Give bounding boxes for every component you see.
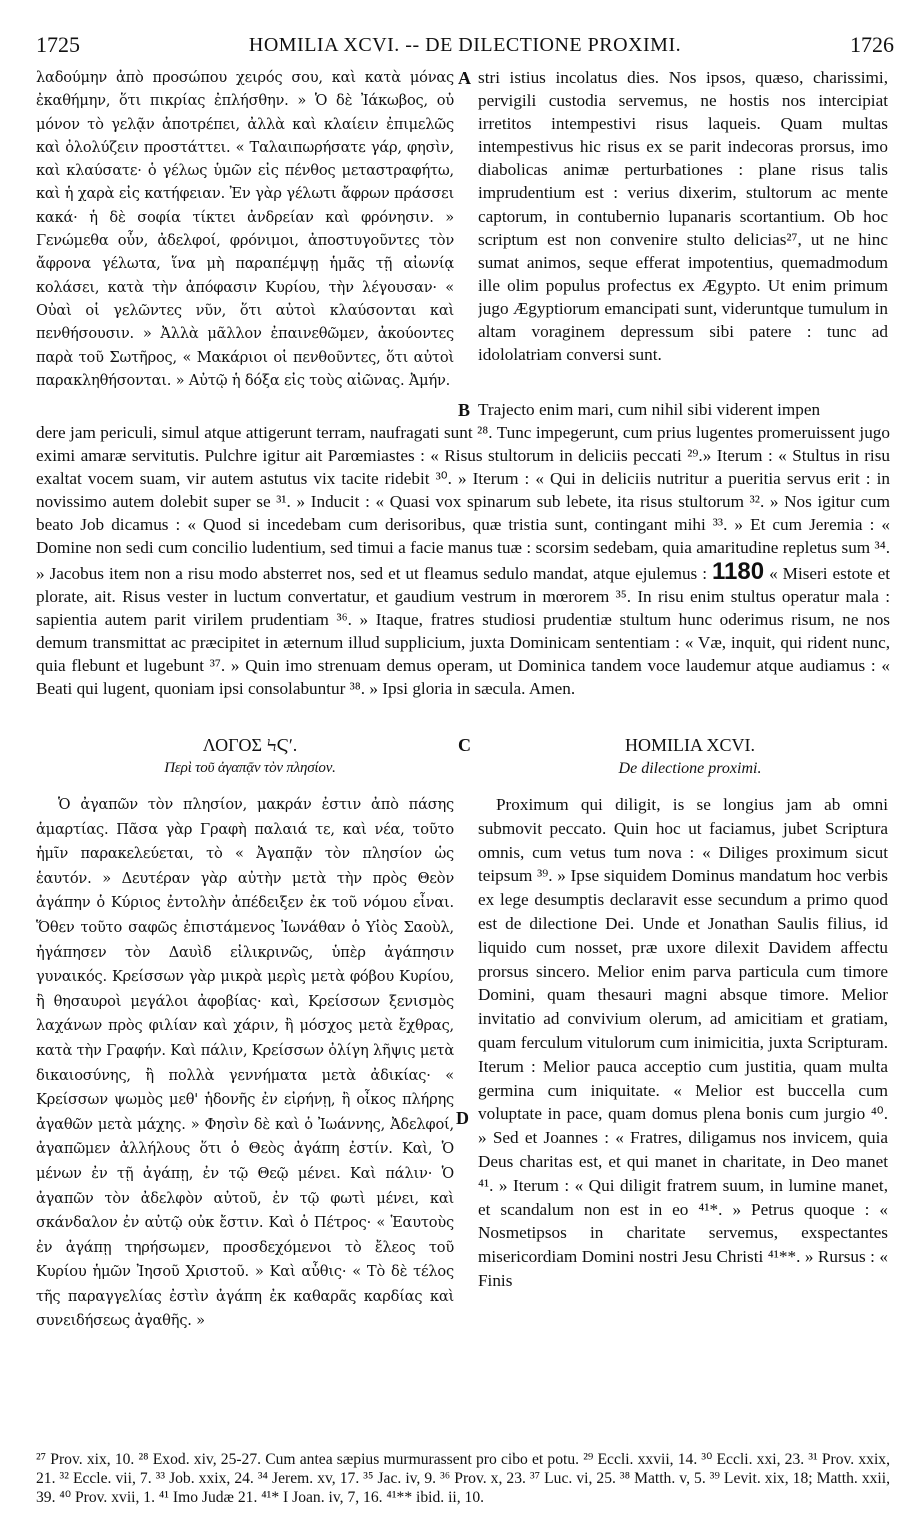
left-page-number: 1725 <box>36 32 80 57</box>
margin-marker-d: D <box>456 1108 469 1128</box>
greek-homily-heading: ΛΟΓΟΣ ϞϚʹ. <box>202 735 298 755</box>
margin-marker-b: B <box>458 400 471 420</box>
latin-column-bottom <box>478 793 888 1441</box>
greek-text-bottom: Ὁ ἀγαπῶν τὸν πλησίον, μακράν ἐστιν ἀπὸ πάσης ἁμαρτίας. Πᾶσα γὰρ Γραφὴ παλαιά τε, καὶ νέα, τοῦτο ἡμῖν παρακελεύεται, τὸ « Ἀγαπᾷν τὸν πλησίον ὡς ἑαυτόν. » Δευτέραν γὰρ αὐτὴν μετὰ τὴν πρὸς Θεὸν ἀγάπην ὁ Κύριος ἐντολὴν ἀπέδειξεν ἐκ τοῦ νόμου εἶναι. Ὅθεν τοῦτο σαφῶς ἐπιστάμενος Ἰωνάθαν ὁ Υἱὸς Σαοὺλ, ἠγάπησεν τὸν Δαυὶδ εἰλικρινῶς, ὑπὲρ ἀγάπησιν γυναικός. Κρείσσων γὰρ μικρὰ μερὶς μετὰ φόβου Κυρίου, ἢ θησαυροὶ μεγάλοι ἀφοβίας· καὶ, Κρείσσων ξενισμὸς λαχάνων πρὸς φιλίαν καὶ χάριν, ἢ μόσχος μετὰ ἔχθρας, κατὰ τὴν Γραφήν. Καὶ πάλιν, Κρείσσων ὀλίγη λῆψις μετὰ δικαιοσύνης, ἢ πολλὰ γεννήματα μετὰ ἀδικίας· « Κρείσσων ψωμὸς μεθ' ἡδονῆς ἐν εἰρήνῃ, ἢ οἶκος πλήρης ἀγαθῶν μετὰ μάχης. » Φησὶν δὲ καὶ ὁ Ἰωάννης, Ἀδελφοί, ἀγαπῶμεν ἀλλήλους ὅτι ὁ Θεὸς ἀγάπη ἐστίν. Καὶ, Ὁ μένων ἐν τῇ ἀγάπῃ, ἐν τῷ Θεῷ μένει. Καὶ πάλιν· Ὁ ἀγαπῶν τὸν ἀδελφὸν αὐτοῦ, ἐν τῷ φωτὶ μένει, καὶ σκάνδαλον ἐν αὐτῷ οὐκ ἔστιν. Καὶ ὁ Πέτρος· « Ἑαυτοὺς ἐν ἀγάπῃ τηρήσωμεν, προσδεχόμενοι τὸ ἔλεος τοῦ Κυρίου ἡμῶν Ἰησοῦ Χριστοῦ. » Καὶ αὖθις· « Τὸ δὲ τέλος τῆς παραγγελίας ἐστὶν ἀγάπη ἐκ καθαρᾶς καρδίας καὶ συνειδήσεως ἀγαθῆς. » <box>36 796 454 1330</box>
latin-homily-subheading: De dilectione proximi. <box>618 760 762 777</box>
margin-marker-a: A <box>458 68 471 88</box>
footnotes <box>36 1450 890 1507</box>
greek-text-top: λαδούμην ἀπὸ προσώπου χειρός σου, καὶ κατὰ μόνας ἐκαθήμην, ὅτι πικρίας ἐπλήσθην. » Ὁ δὲ Ἰάκωβος, οὐ μόνον τὸ γελᾷν ἀποτρέπει, ἀλλὰ καὶ κλαίειν ἐπιμελῶς καὶ ὀλολύζειν προστάττει. « Ταλαιπωρήσατε γάρ, φησὶν, καὶ κλαύσατε· ὁ γέλως ὑμῶν εἰς πένθος μεταστραφήτω, καὶ ἡ χαρὰ εἰς κατήφειαν. Ἐν γὰρ γέλωτι ἄφρων πράσσει κακά· ἡ δὲ σοφία τίκτει ἀνδρείαν καὶ φρόνησιν. » Γενώμεθα οὖν, ἀδελφοί, φρόνιμοι, ἀποστυγοῦντες τὸν ἄφρονα γέλωτα, ἵνα μὴ παραπέμψῃ ἡμᾶς τῇ αἰωνίᾳ κολάσει, κατὰ τὴν ἀπόφασιν Κυρίου, τὴν λέγουσαν· « Οὐαὶ οἱ γελῶντες νῦν, ὅτι αὐτοὶ κλαύσονται καὶ πενθήσουσιν. » Ἀλλὰ μᾶλλον ἐπαινεθῶμεν, ἀκούοντες παρὰ τοῦ Σωτῆρος, « Μακάριοι οἱ πενθοῦντες, ὅτι αὐτοὶ παρακληθήσονται. » Αὐτῷ ἡ δόξα εἰς τοὺς αἰῶνας. Ἀμήν. <box>36 69 454 389</box>
running-header <box>36 32 894 60</box>
greek-column-top <box>36 66 454 418</box>
greek-column-bottom <box>36 793 454 1441</box>
latin-line-b <box>478 398 888 422</box>
latin-column-top <box>478 66 888 396</box>
full-width-text <box>36 421 890 700</box>
full-text-1: dere jam periculi, simul atque attigerunt terram, naufragati sunt ²⁸. Tunc impegerunt, cum prius lugentes promeruissent jugo eximi amaræ servitutis. Pulchre igitur ait Parœmiastes : « Risus stultorum in deliciis peccati ²⁹.» Iterum : « Stultus in risu exaltat vocem suam, vir autem astutus vix tacite ridebit ³⁰. » Iterum : « Qui in deliciis nutritur a pueritia servus erit : in novissimo autem dolebit super se ³¹. » Inducit : « Quasi vox spinarum sub lebete, ita risus stultorum ³². » Nos igitur cum beato Job dicamus : « Quod si incedebam cum derisoribus, quæ tristia sunt, contingant mihi ³³. » Et cum Jeremia : « Domine non sedi cum concilio ludentium, sed timui a facie manus tuæ : scorsim sedebam, quia amaritudine repletus sum ³⁴. » Jacobus item non a risu modo absterret nos, sed et ut fleamus sedulo mandat, atque ejulemus : <box>36 423 890 583</box>
latin-homily-heading: HOMILIA XCVI. <box>625 735 755 755</box>
right-page-number: 1726 <box>850 32 894 57</box>
latin-line-b-text: Trajecto enim mari, cum nihil sibi viderent impen <box>478 400 821 419</box>
footnotes-text: ²⁷ Prov. xix, 10. ²⁸ Exod. xiv, 25-27. Cum antea sæpius murmurassent pro cibo et potu. ²⁹ Eccli. xxvii, 14. ³⁰ Eccli. xxi, 23. ³¹ Prov. xxix, 21. ³² Eccle. vii, 7. ³³ Job. xxix, 24. ³⁴ Jerem. xv, 17. ³⁵ Jac. iv, 9. ³⁶ Prov. x, 23. ³⁷ Luc. vi, 25. ³⁸ Matth. v, 5. ³⁹ Levit. xix, 18; Matth. xxii, 39. ⁴⁰ Prov. xvii, 1. ⁴¹ Imo Judæ 21. ⁴¹* I Joan. iv, 7, 16. ⁴¹** ibid. ii, 10. <box>36 1451 890 1506</box>
greek-homily-subheading: Περὶ τοῦ ἀγαπᾷν τὸν πλησίον. <box>164 760 336 776</box>
column-number: 1180 <box>712 557 765 585</box>
full-text-2: « Miseri estote et plorate, ait. Risus vester in luctum convertatur, et gaudium vestrum in mœrorem ³⁵. In risu enim stultus operatur mala : sapientia autem parit virilem prudentiam ³⁶. » Itaque, fratres studiosi prudentiæ stultum hunc oderimus risum, ne nos demum transmittat ac præcipitet in æternum illud supplicium, juxta Dominicam sententiam : « Væ, inquit, qui rident nunc, quia flebunt et lugebunt ³⁷. » Quin imo strenuam demus operam, ut Dominica tandem voce laudemur atque audiamus : « Beati qui lugent, quoniam ipsi consolabuntur ³⁸. » Ipsi gloria in sæcula. Amen. <box>36 563 891 699</box>
latin-text-top: stri istius incolatus dies. Nos ipsos, quæso, charissimi, pervigili custodia servemus, ne hostis nos intercipiat irretitos intempestivi risus laqueis. Quam multas intempestivus hic risus ex se parit indecoras prorsus, imo diabolicas animæ perturbationes : plane risus talis imprudentium est : verius dixerim, stultorum ac mente captorum, in contubernio lupanaris scortantium. Ob hoc scriptum est non convenire stulto delicias²⁷, ut ne hinc sumat animos, seque efferat impotentius, quemadmodum ille olim populus profectus ex Ægypto. Ut enim primum jugo Ægyptiorum emancipati sunt, videruntque tumulum in altam voraginem depressum sibi patere : tunc ad idololatriam conversi sunt. <box>478 68 888 365</box>
margin-marker-c: C <box>458 735 471 755</box>
latin-text-bottom: Proximum qui diligit, is se longius jam ab omni submovit peccato. Quin hoc ut faciamus, jubet Scriptura omnis, cum vetus tum nova : « Diliges proximum sicut teipsum ³⁹. » Ipse siquidem Dominus mandatum hoc verbis ex lege desumptis declaravit esse secundum a primo quod est de dilectione Dei. Unde et Jonathan Saulis filius, id liquido cum nosset, præ uxore dilexit Davidem affectu prorsus sincero. Melior enim parva particula cum timore Domini, quam thesauri magni absque timore. Melior invitatio ad convivium olerum, ad amicitiam et gratiam, quam ferculum vitulorum cum inimicitia, juxta Scripturam. Iterum : Melior pauca acceptio cum justitia, quam multa germina cum iniquitate. « Melior est buccella cum voluptate in pace, quam domus plena bonis cum jurgio ⁴⁰. » Sed et Joannes : « Fratres, diligamus nos invicem, quia Deus charitas est, et qui manet in charitate, in Deo manet ⁴¹. » Iterum : « Qui diligit fratrem suum, in lumine manet, et scandalum non est in eo ⁴¹*. » Petrus quoque : « Nosmetipsos in charitate servemus, exspectantes misericordiam Domini nostri Jesu Christi ⁴¹**. » Rursus : « Finis <box>478 795 888 1290</box>
running-title: HOMILIA XCVI. -- DE DILECTIONE PROXIMI. <box>248 34 682 56</box>
